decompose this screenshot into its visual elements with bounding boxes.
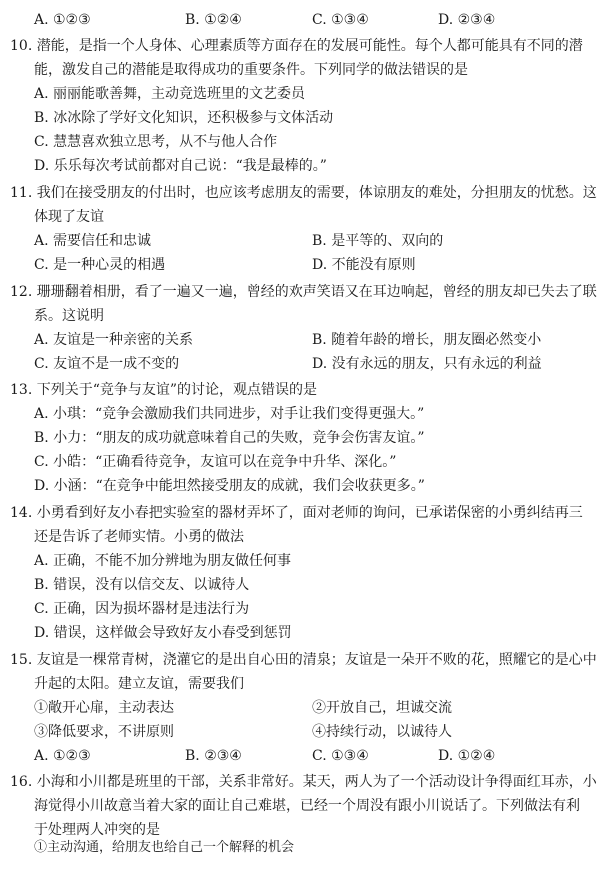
q12-stem-line-1: 12. 珊珊翻着相册，看了一遍又一遍，曾经的欢声笑语又在耳边响起，曾经的朋友却已失去了联 (10, 284, 597, 300)
q15-option-d: D. ①②④ (438, 748, 496, 764)
q14-stem-line-1: 14. 小勇看到好友小春把实验室的器材弄坏了，面对老师的询问，已承诺保密的小勇纠结再三 (10, 505, 583, 521)
q12-stem-line-2: 系。这说明 (34, 308, 104, 324)
q15-stem-line-1: 15. 友谊是一棵常青树，浇灌它的是出自心田的清泉；友谊是一朵开不败的花，照耀它的是心中 (10, 652, 597, 668)
q14-stem-line-2: 还是告诉了老师实情。小勇的做法 (34, 529, 244, 545)
q16-stem-line-1: 16. 小海和小川都是班里的干部，关系非常好。某天，两人为了一个活动设计争得面红耳赤，小 (10, 774, 597, 790)
q11-option-c: C. 是一种心灵的相遇 (34, 257, 166, 273)
top-option-d: D. ②③④ (438, 12, 496, 28)
q12-option-b: B. 随着年龄的增长，朋友圈必然变小 (312, 332, 542, 348)
q13-option-b: B. 小力：“朋友的成功就意味着自己的失败，竞争会伤害友谊。” (34, 430, 425, 446)
q10-stem-line-1: 10. 潜能，是指一个人身体、心理素质等方面存在的发展可能性。每个人都可能具有不同的潜 (10, 38, 583, 54)
q15-item-1: ①敞开心扉，主动表达 (34, 700, 174, 716)
q10-stem-line-2: 能，激发自己的潜能是取得成功的重要条件。下列同学的做法错误的是 (34, 62, 468, 78)
q15-item-3: ③降低要求，不讲原则 (34, 724, 174, 740)
q13-option-c: C. 小皓：“正确看待竞争，友谊可以在竞争中升华、深化。” (34, 454, 397, 470)
q13-option-a: A. 小琪：“竞争会激励我们共同进步，对手让我们变得更强大。” (34, 406, 425, 422)
q14-option-b: B. 错误，没有以信交友、以诚待人 (34, 577, 250, 593)
q16-stem-line-2: 海觉得小川故意当着大家的面让自己难堪，已经一个周没有跟小川说话了。下列做法有利 (34, 798, 580, 814)
q15-item-4: ④持续行动，以诚待人 (312, 724, 452, 740)
q14-option-d: D. 错误，这样做会导致好友小春受到惩罚 (34, 625, 292, 641)
q15-stem-line-2: 升起的太阳。建立友谊，需要我们 (34, 676, 244, 692)
q15-item-2: ②开放自己，坦诚交流 (312, 700, 452, 716)
top-option-b: B. ①②④ (185, 12, 242, 28)
q12-option-c: C. 友谊不是一成不变的 (34, 356, 180, 372)
q15-option-c: C. ①③④ (312, 748, 369, 764)
q10-option-c: C. 慧慧喜欢独立思考，从不与他人合作 (34, 134, 278, 150)
q12-option-a: A. 友谊是一种亲密的关系 (34, 332, 194, 348)
q10-option-d: D. 乐乐每次考试前都对自己说：“我是最棒的。” (34, 158, 327, 174)
q11-option-a: A. 需要信任和忠诚 (34, 233, 152, 249)
top-option-c: C. ①③④ (312, 12, 369, 28)
q11-stem-line-2: 体现了友谊 (34, 209, 104, 225)
q11-stem-line-1: 11. 我们在接受朋友的付出时，也应该考虑朋友的需要，体谅朋友的难处，分担朋友的忧愁。这 (10, 185, 597, 201)
q10-option-a: A. 丽丽能歌善舞，主动竞选班里的文艺委员 (34, 86, 306, 102)
q15-option-a: A. ①②③ (34, 748, 91, 764)
q13-stem-line-1: 13. 下列关于“竞争与友谊”的讨论，观点错误的是 (10, 382, 318, 398)
q16-stem-line-3: 于处理两人冲突的是 (34, 822, 160, 838)
q16-item-1: ①主动沟通，给朋友也给自己一个解释的机会 (34, 840, 295, 855)
q14-option-c: C. 正确，因为损坏器材是违法行为 (34, 601, 250, 617)
q11-option-d: D. 不能没有原则 (312, 257, 416, 273)
q13-option-d: D. 小涵：“在竞争中能坦然接受朋友的成就，我们会收获更多。” (34, 478, 425, 494)
top-option-a: A. ①②③ (34, 12, 91, 28)
q11-option-b: B. 是平等的、双向的 (312, 233, 444, 249)
q10-option-b: B. 冰冰除了学好文化知识，还积极参与文体活动 (34, 110, 334, 126)
q14-option-a: A. 正确，不能不加分辨地为朋友做任何事 (34, 553, 292, 569)
q12-option-d: D. 没有永远的朋友，只有永远的利益 (312, 356, 542, 372)
q15-option-b: B. ②③④ (185, 748, 242, 764)
